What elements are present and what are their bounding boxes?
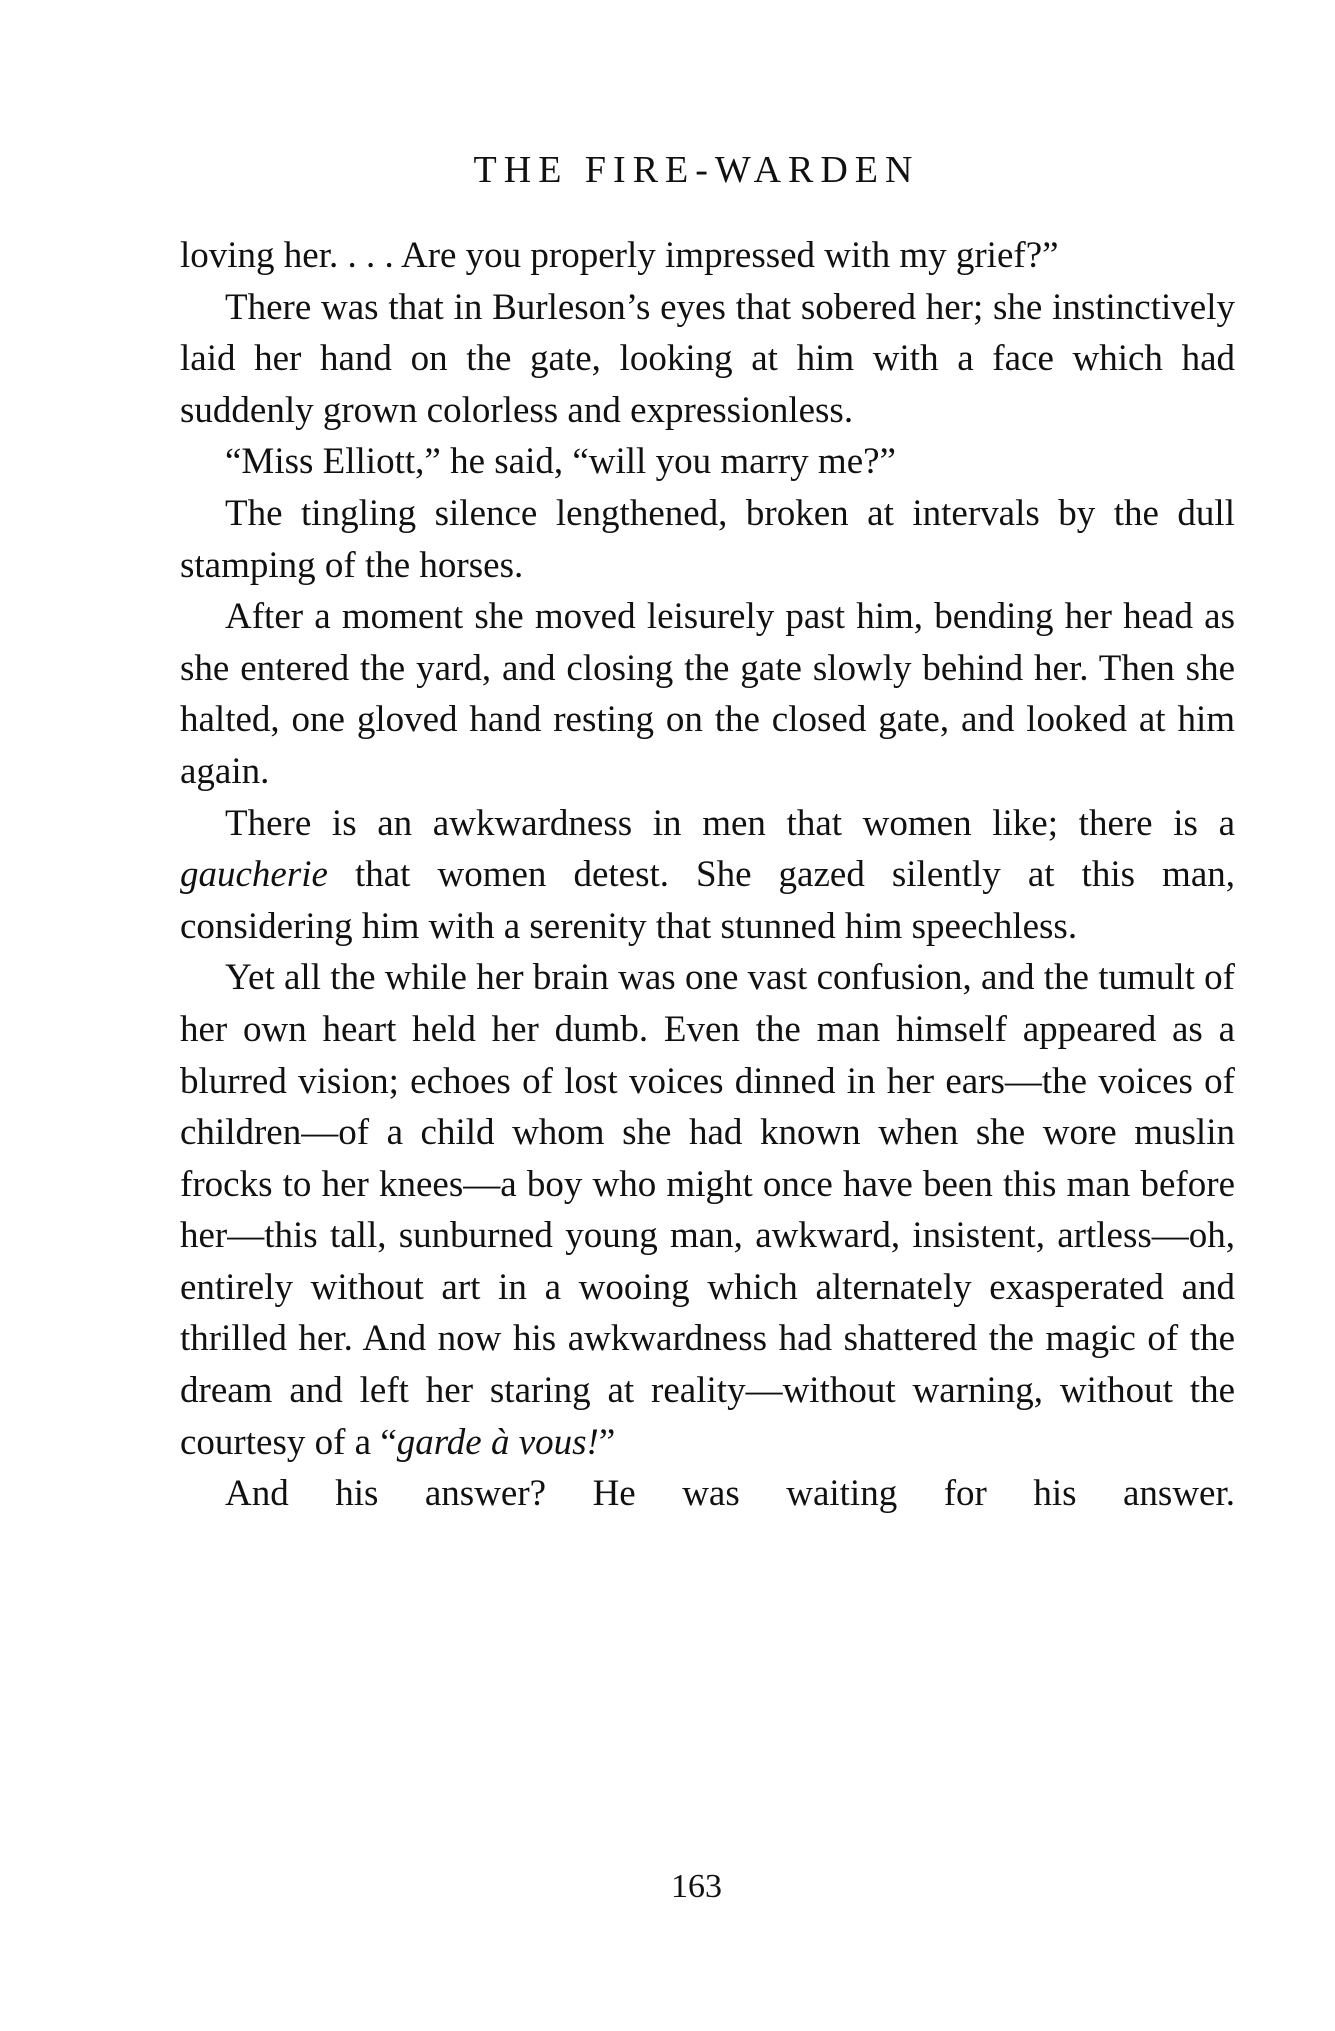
paragraph: “Miss Elliott,” he said, “will you marry me?” [225,441,896,483]
text-run: There is an awkwardness in men that women like; there is a [225,802,1235,844]
body-text [180,230,1235,1520]
page-number: 163 [671,1868,722,1905]
text-run: ” [598,1421,616,1463]
paragraph [180,798,1235,953]
paragraph: And his answer? He was waiting for his answer. [225,1473,1235,1515]
text-run: Yet all the while her brain was one vast confusion, and the tumult of her own heart held her dumb. Even the man himself appeared as a blurred vision; echoes of lost voices dinned in her ears—the voices of children—of a child whom she had known when she wore muslin frocks to her knees—a boy who might once have been this man before her—this tall, sunburned young man, awkward, insistent, artless—oh, entirely without art in a wooing which alternately exasperated and thrilled her. And now his awkwardness had shattered the magic of the dream and left her staring at reality—without warning, without the courtesy of a “ [180,957,1235,1463]
running-head: THE FIRE-WARDEN [473,149,920,191]
italic-text: gaucherie [180,854,328,896]
italic-text: garde à vous! [396,1421,599,1463]
text-run: that women detest. She gazed silently at this man, considering him with a serenity that stunned him speechless. [180,854,1235,947]
paragraph: After a moment she moved leisurely past him, bending her head as she entered the yard, and closing the gate slowly behind her. Then she halted, one gloved hand resting on the closed gate, and looked at him again. [180,596,1235,792]
paragraph: There was that in Burleson’s eyes that sobered her; she instinctively laid her hand on the gate, looking at him with a face which had suddenly grown colorless and expressionless. [180,286,1235,431]
paragraph: The tingling silence lengthened, broken at intervals by the dull stamping of the horses. [180,492,1235,586]
paragraph: loving her. . . . Are you properly impressed with my grief?” [180,235,1059,276]
paragraph [180,952,1235,1468]
